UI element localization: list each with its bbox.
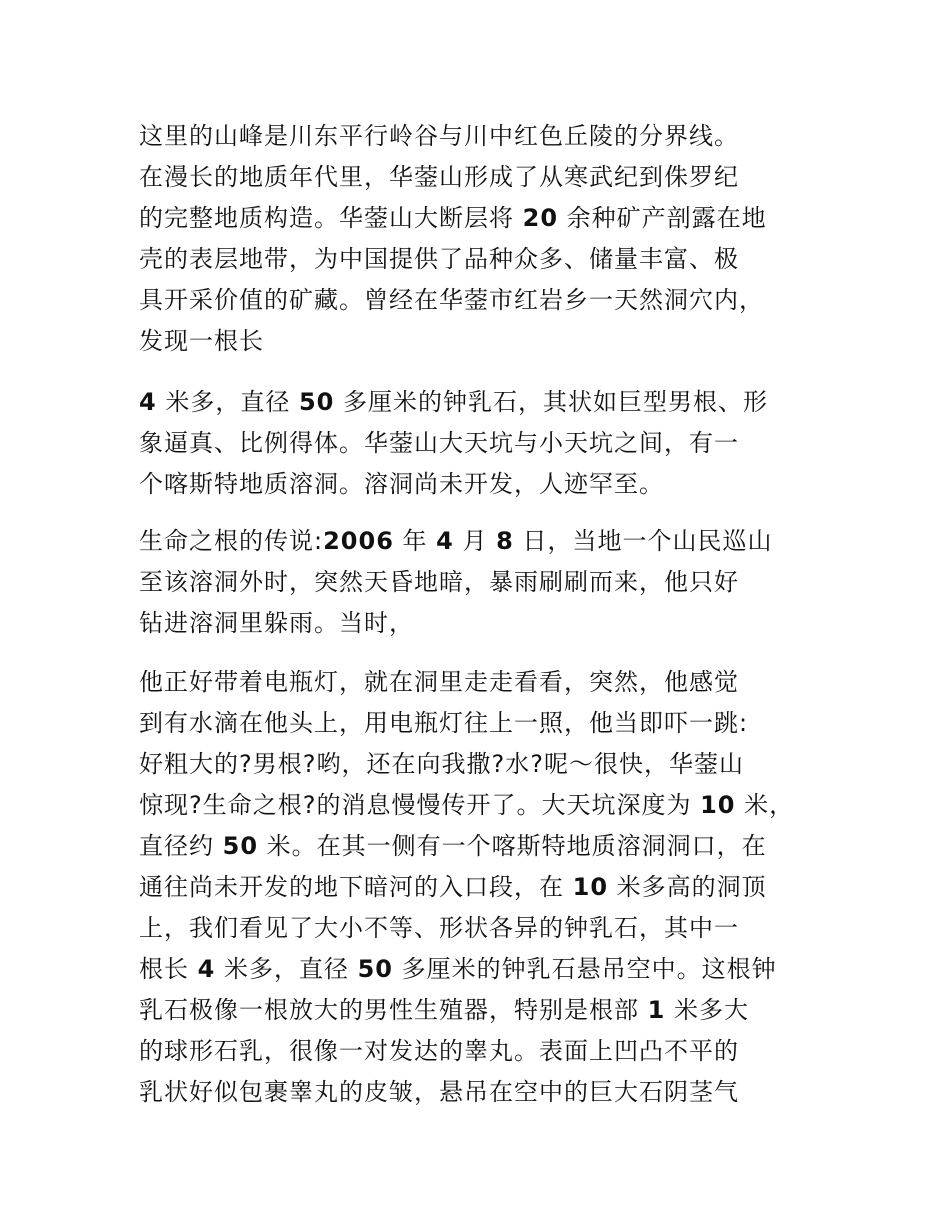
text-line: 在漫长的地质年代里，华蓥山形成了从寒武纪到侏罗纪: [139, 163, 739, 191]
text-line: 象逼真、比例得体。华蓥山大天坑与小天坑之间，有一: [139, 429, 739, 457]
text-line: 这里的山峰是川东平行岭谷与川中红色丘陵的分界线。: [139, 122, 739, 150]
text-line: 根长 4 米多，直径 50 多厘米的钟乳石悬吊空中。这根钟: [139, 955, 777, 983]
text-line: 4 米多，直径 50 多厘米的钟乳石，其状如巨型男根、形: [139, 388, 769, 416]
text-line: 好粗大的?男根?哟，还在向我撒?水?呢～很快，华蓥山: [139, 750, 744, 778]
text-line: 他正好带着电瓶灯，就在洞里走走看看，突然，他感觉: [139, 668, 739, 696]
text-line: 生命之根的传说:2006 年 4 月 8 日，当地一个山民巡山: [139, 527, 773, 555]
text-line: 上，我们看见了大小不等、形状各异的钟乳石，其中一: [139, 914, 739, 942]
text-line: 惊现?生命之根?的消息慢慢传开了。大天坑深度为 10 米，: [139, 791, 795, 819]
text-line: 钻进溶洞里躲雨。当时，: [139, 609, 414, 637]
text-line: 壳的表层地带，为中国提供了品种众多、储量丰富、极: [139, 245, 739, 273]
text-line: 具开采价值的矿藏。曾经在华蓥市红岩乡一天然洞穴内，: [139, 286, 764, 314]
text-line: 的球形石乳，很像一对发达的睾丸。表面上凹凸不平的: [139, 1037, 739, 1065]
text-line: 的完整地质构造。华蓥山大断层将 20 余种矿产剖露在地: [139, 204, 767, 232]
text-line: 至该溶洞外时，突然天昏地暗，暴雨刷刷而来，他只好: [139, 568, 739, 596]
text-line: 到有水滴在他头上，用电瓶灯往上一照，他当即吓一跳:: [139, 709, 749, 737]
text-line: 发现一根长: [139, 327, 264, 355]
text-line: 个喀斯特地质溶洞。溶洞尚未开发，人迹罕至。: [139, 470, 664, 498]
text-line: 乳状好似包裹睾丸的皮皱，悬吊在空中的巨大石阴茎气: [139, 1078, 739, 1106]
text-line: 通往尚未开发的地下暗河的入口段，在 10 米多高的洞顶: [139, 873, 767, 901]
text-line: 乳石极像一根放大的男性生殖器，特别是根部 1 米多大: [139, 996, 749, 1024]
text-line: 直径约 50 米。在其一侧有一个喀斯特地质溶洞洞口，在: [139, 832, 767, 860]
